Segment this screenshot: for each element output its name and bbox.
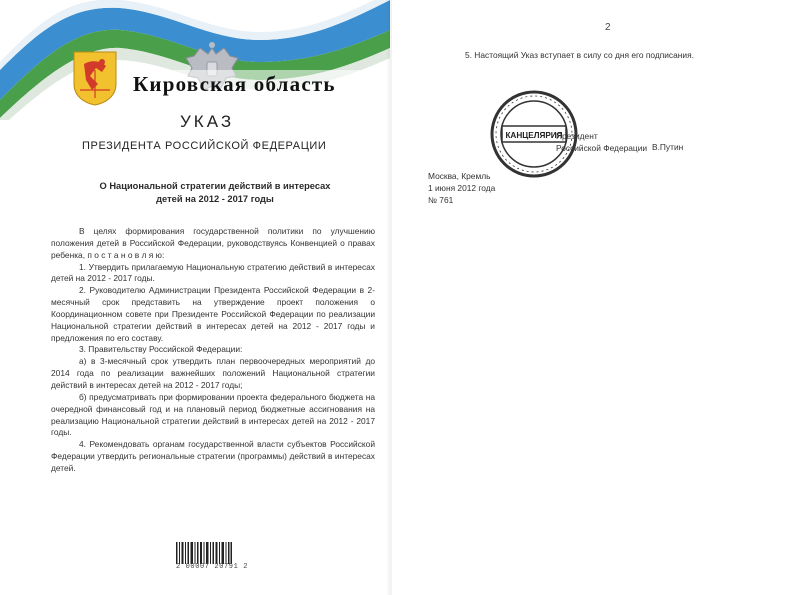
stamp-label: КАНЦЕЛЯРИЯ — [505, 131, 563, 140]
signer-role — [556, 130, 647, 154]
signer-role-line-2: Российской Федерации — [556, 143, 648, 153]
decree-paragraph-2: 2. Руководителю Администрации Президента Российской Федерации в 2-месячный срок представить на утверждение проект положения о Координационном совете при Президенте Российской Федерации по реализации Национальной стратегии действий в интересах детей на 2012 - 2017 годы и предложения по его составу. — [51, 285, 375, 343]
signer-name: В.Путин — [652, 142, 684, 152]
barcode-number: 2 00007 20791 2 — [176, 563, 249, 571]
signature-place: Москва, Кремль — [428, 171, 491, 181]
decree-paragraph-5: 5. Настоящий Указ вступает в силу со дня его подписания. — [465, 50, 694, 60]
decree-heading-line-1: О Национальной стратегии действий в интересах — [99, 181, 331, 191]
decree-paragraph-3: 3. Правительству Российской Федерации: — [79, 344, 243, 355]
decree-title: УКАЗ — [180, 112, 235, 131]
document-page-2 — [392, 0, 794, 595]
signature-place-date — [428, 170, 495, 206]
document-page-1 — [0, 0, 390, 595]
decree-paragraph-3b: б) предусматривать при формировании проекта федерального бюджета на очередной финансовый год и на плановый период бюджетные ассигнования на реализацию Национальной стратегии действий в интересах детей на 2012 - 2017 годы. — [51, 391, 375, 438]
decree-body — [51, 226, 375, 475]
page-number: 2 — [605, 22, 611, 33]
decree-heading — [60, 180, 370, 206]
decree-heading-line-2: детей на 2012 - 2017 годы — [156, 194, 274, 204]
decree-paragraph-1: 1. Утвердить прилагаемую Национальную стратегию действий в интересах детей на 2012 - 2017 годы. — [51, 261, 375, 284]
decree-paragraph-preamble: В целях формирования государственной политики по улучшению положения детей в Российской Федерации, руководствуясь Конвенцией о правах ребенка, п о с т а н о в л я ю: — [51, 226, 375, 260]
decree-paragraph-3a: а) в 3-месячный срок утвердить план первоочередных мероприятий до 2014 года по реализации важнейших положений Национальной стратегии действий в интересах детей на 2012 - 2017 годы; — [51, 356, 375, 390]
kirov-coat-of-arms-icon — [72, 50, 118, 106]
decree-number: № 761 — [428, 195, 454, 205]
signature-date: 1 июня 2012 года — [428, 183, 496, 193]
region-title: Кировская область — [133, 70, 368, 98]
decree-paragraph-4: 4. Рекомендовать органам государственной власти субъектов Российской Федерации утвердить региональные стратегии (программы) действий в интересах детей. — [51, 439, 375, 473]
signer-role-line-1: Президент — [556, 131, 598, 141]
decree-subtitle: ПРЕЗИДЕНТА РОССИЙСКОЙ ФЕДЕРАЦИИ — [82, 140, 327, 152]
